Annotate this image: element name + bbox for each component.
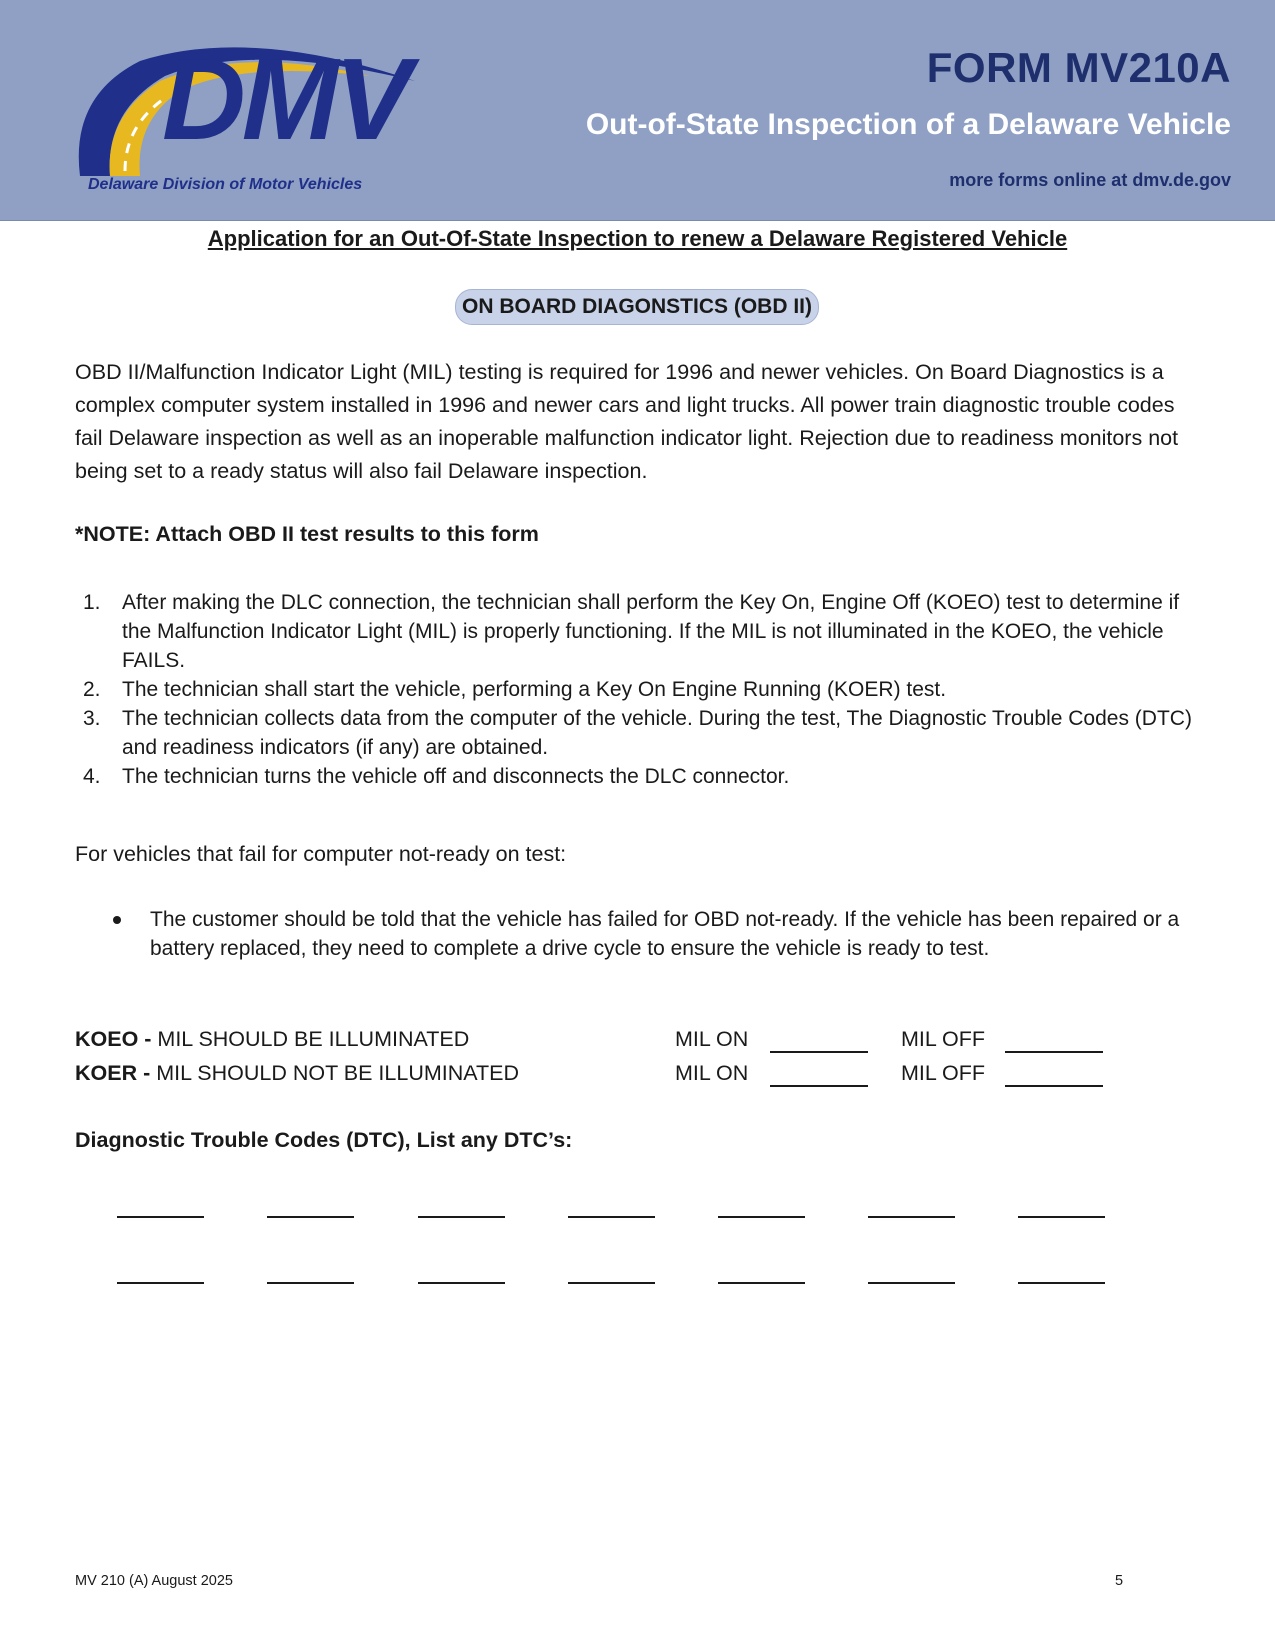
- step-text: The technician collects data from the computer of the vehicle. During the test, The Diagnostic Trouble Codes (DTC) and readiness indicators (if any) are obtained.: [122, 707, 1192, 759]
- koeo-mil-on-label: MIL ON: [675, 1027, 749, 1051]
- form-title: FORM MV210A: [926, 44, 1231, 91]
- list-item: [75, 704, 1205, 762]
- form-id-footer: MV 210 (A) August 2025: [75, 1573, 233, 1589]
- more-forms-link[interactable]: more forms online at dmv.de.gov: [949, 170, 1231, 190]
- koeo-code: KOEO -: [75, 1027, 152, 1051]
- intro-paragraph: OBD II/Malfunction Indicator Light (MIL) testing is required for 1996 and newer vehicles. On Board Diagnostics is a complex computer system installed in 1996 and newer cars and light trucks. All power train diagnostic trouble codes fail Delaware inspection as well as an inoperable malfunction indicator light. Rejection due to readiness monitors not being set to a ready status will also fail Delaware inspection.: [75, 360, 1179, 483]
- koer-mil-off-field[interactable]: [1005, 1085, 1103, 1087]
- dtc-field[interactable]: [418, 1282, 505, 1284]
- logo-text: DMV: [162, 34, 408, 164]
- koer-mil-on-label: MIL ON: [675, 1061, 749, 1085]
- dtc-field[interactable]: [267, 1282, 354, 1284]
- logo-subtitle: Delaware Division of Motor Vehicles: [88, 176, 363, 193]
- koer-text: MIL SHOULD NOT BE ILLUMINATED: [150, 1061, 520, 1085]
- dtc-field[interactable]: [1018, 1216, 1105, 1218]
- dtc-heading: Diagnostic Trouble Codes (DTC), List any DTC’s:: [75, 1128, 573, 1152]
- koeo-mil-off-label: MIL OFF: [901, 1027, 986, 1051]
- form-header: [0, 0, 1275, 221]
- step-text: The technician turns the vehicle off and disconnects the DLC connector.: [122, 765, 790, 788]
- dtc-field[interactable]: [568, 1282, 655, 1284]
- form-subtitle: Out-of-State Inspection of a Delaware Vehicle: [585, 108, 1231, 141]
- step-number: 3.: [83, 707, 101, 730]
- attach-note: *NOTE: Attach OBD II test results to this form: [75, 522, 539, 546]
- dtc-field[interactable]: [267, 1216, 354, 1218]
- dtc-field[interactable]: [117, 1282, 204, 1284]
- dtc-field[interactable]: [1018, 1282, 1105, 1284]
- koeo-mil-off-field[interactable]: [1005, 1051, 1103, 1053]
- step-text: After making the DLC connection, the technician shall perform the Key On, Engine Off (KOEO) test to determine if the Malfunction Indicator Light (MIL) is properly functioning. If the MIL is not illuminated in the KOEO, the vehicle FAILS.: [122, 591, 1180, 672]
- koeo-mil-on-field[interactable]: [770, 1051, 868, 1053]
- step-number: 1.: [83, 591, 101, 614]
- step-number: 2.: [83, 678, 101, 701]
- koer-code: KOER -: [75, 1061, 151, 1085]
- list-item: [75, 675, 1205, 704]
- page-number: 5: [1115, 1573, 1124, 1589]
- bullet-icon: [113, 916, 121, 924]
- koer-row: [75, 1061, 1205, 1091]
- koer-mil-off-label: MIL OFF: [901, 1061, 986, 1085]
- koeo-row: [75, 1027, 1205, 1057]
- dtc-field[interactable]: [418, 1216, 505, 1218]
- test-steps-list: [75, 588, 1205, 791]
- fail-heading: For vehicles that fail for computer not-ready on test:: [75, 842, 567, 866]
- dtc-field[interactable]: [868, 1282, 955, 1284]
- list-item: [75, 762, 1205, 791]
- dtc-field[interactable]: [718, 1216, 805, 1218]
- koer-mil-on-field[interactable]: [770, 1085, 868, 1087]
- step-text: The technician shall start the vehicle, performing a Key On Engine Running (KOER) test.: [122, 678, 947, 701]
- section-title-badge: ON BOARD DIAGONSTICS (OBD II): [455, 289, 819, 325]
- step-number: 4.: [83, 765, 101, 788]
- bullet-text: The customer should be told that the vehicle has failed for OBD not-ready. If the vehicle has been repaired or a battery replaced, they need to complete a drive cycle to ensure the vehicle is ready to test.: [150, 908, 1180, 960]
- dtc-field[interactable]: [718, 1282, 805, 1284]
- koeo-text: MIL SHOULD BE ILLUMINATED: [151, 1027, 470, 1051]
- list-item: [75, 905, 1205, 963]
- fail-bullet-list: [75, 905, 1205, 963]
- list-item: [75, 588, 1205, 675]
- dmv-logo: [70, 36, 440, 196]
- dtc-field[interactable]: [568, 1216, 655, 1218]
- dtc-field[interactable]: [117, 1216, 204, 1218]
- dtc-field[interactable]: [868, 1216, 955, 1218]
- application-title: Application for an Out-Of-State Inspection to renew a Delaware Registered Vehicle: [207, 226, 1068, 251]
